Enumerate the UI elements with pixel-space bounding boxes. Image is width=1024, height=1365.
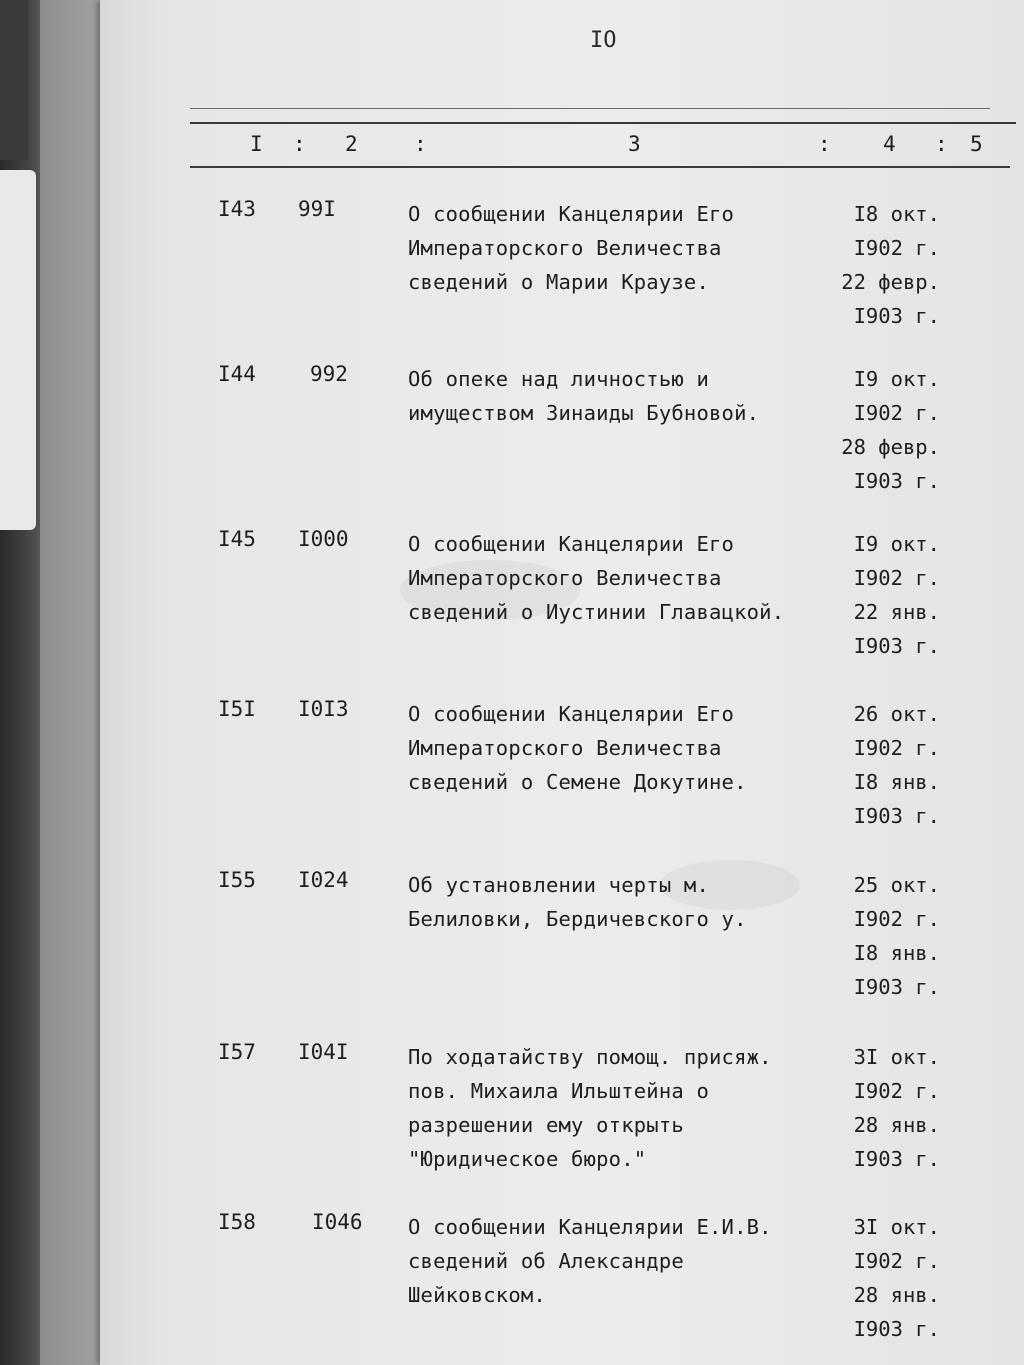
date-end-day: 22 янв. — [853, 600, 940, 624]
entry-number: I55 — [218, 868, 256, 892]
date-end-year: I903 г. — [853, 1317, 940, 1341]
date-end-day: 28 февр. — [841, 435, 940, 459]
entry-title: О сообщении Канцелярии Е.И.В. сведений об Александре Шейковском. — [408, 1215, 772, 1307]
date-end-year: I903 г. — [853, 304, 940, 328]
date-end-year: I903 г. — [853, 634, 940, 658]
typewritten-page — [100, 0, 1024, 1365]
entry-file-number: 99I — [298, 197, 336, 221]
binder-light-strip — [0, 170, 36, 530]
entry-file-number: I024 — [298, 868, 349, 892]
column-header-4: 4 — [883, 132, 896, 156]
entry-file-number: I04I — [298, 1040, 349, 1064]
entry-file-number: I0I3 — [298, 697, 349, 721]
date-start-day: 3I окт. — [853, 1045, 940, 1069]
entry-dates — [830, 697, 940, 833]
column-separator: : — [293, 132, 306, 156]
date-start-day: 26 окт. — [853, 702, 940, 726]
date-end-year: I903 г. — [853, 975, 940, 999]
date-start-day: I9 окт. — [853, 367, 940, 391]
entry-number: I57 — [218, 1040, 256, 1064]
date-end-year: I903 г. — [853, 1147, 940, 1171]
date-start-day: 3I окт. — [853, 1215, 940, 1239]
header-rule-top — [190, 108, 990, 109]
column-header-3: 3 — [628, 132, 641, 156]
entry-dates — [830, 197, 940, 333]
entry-title: Об установлении черты м. Белиловки, Бердичевского у. — [408, 873, 747, 931]
page-number: IO — [590, 28, 617, 53]
entry-file-number: I046 — [312, 1210, 363, 1234]
date-end-day: 28 янв. — [853, 1283, 940, 1307]
entry-title: О сообщении Канцелярии Его Императорского Величества сведений о Иустинии Главацкой. — [408, 532, 785, 624]
date-start-year: I902 г. — [853, 401, 940, 425]
date-start-year: I902 г. — [853, 1079, 940, 1103]
column-header-row — [100, 132, 1024, 162]
date-start-year: I902 г. — [853, 566, 940, 590]
date-end-day: I8 янв. — [853, 941, 940, 965]
date-end-day: 28 янв. — [853, 1113, 940, 1137]
date-start-year: I902 г. — [853, 1249, 940, 1273]
entry-number: I58 — [218, 1210, 256, 1234]
column-separator: : — [935, 132, 948, 156]
column-separator: : — [818, 132, 831, 156]
entry-dates — [830, 868, 940, 1004]
date-start-year: I902 г. — [853, 736, 940, 760]
entry-number: I44 — [218, 362, 256, 386]
entry-dates — [830, 362, 940, 498]
entry-dates — [830, 527, 940, 663]
header-rule-upper — [190, 122, 1016, 124]
entry-title: По ходатайству помощ. присяж. пов. Михаила Ильштейна о разрешении ему открыть "Юридическое бюро." — [408, 1045, 772, 1171]
date-start-year: I902 г. — [853, 236, 940, 260]
column-header-5: 5 — [970, 132, 983, 156]
date-start-day: I8 окт. — [853, 202, 940, 226]
entry-file-number: 992 — [310, 362, 348, 386]
date-end-day: 22 февр. — [841, 270, 940, 294]
column-header-1: I — [250, 132, 263, 156]
column-header-2: 2 — [345, 132, 358, 156]
date-end-day: I8 янв. — [853, 770, 940, 794]
entry-dates — [830, 1040, 940, 1176]
entry-number: I43 — [218, 197, 256, 221]
date-end-year: I903 г. — [853, 469, 940, 493]
entry-title: Об опеке над личностью и имуществом Зинаиды Бубновой. — [408, 367, 760, 425]
column-separator: : — [414, 132, 427, 156]
date-end-year: I903 г. — [853, 804, 940, 828]
entry-title: О сообщении Канцелярии Его Императорского Величества сведений о Марии Краузе. — [408, 202, 735, 294]
date-start-day: 25 окт. — [853, 873, 940, 897]
entry-title: О сообщении Канцелярии Его Императорского Величества сведений о Семене Докутине. — [408, 702, 747, 794]
date-start-year: I902 г. — [853, 907, 940, 931]
header-rule-bottom — [190, 166, 1010, 168]
entry-dates — [830, 1210, 940, 1346]
entry-file-number: I000 — [298, 527, 349, 551]
entry-number: I5I — [218, 697, 256, 721]
binder-shadow — [0, 0, 28, 160]
date-start-day: I9 окт. — [853, 532, 940, 556]
entry-number: I45 — [218, 527, 256, 551]
